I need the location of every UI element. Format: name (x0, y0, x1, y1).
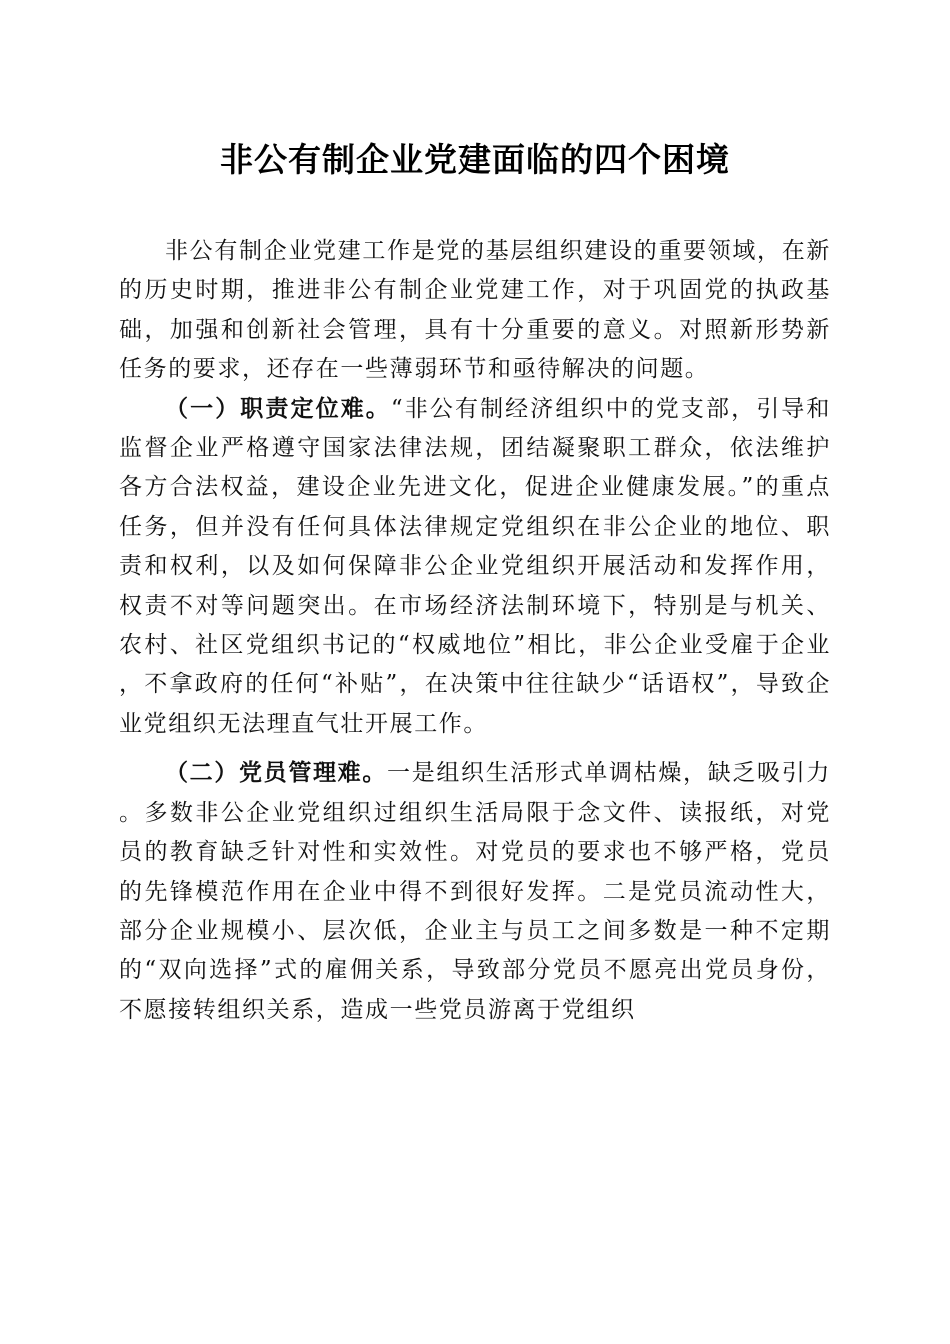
paragraph-text: 非公有制企业党建工作是党的基层组织建设的重要领域，在新的历史时期，推进非公有制企业党建工作，对于巩固党的执政基础，加强和创新社会管理，具有十分重要的意义。对照新形势新任务的要求，还存在一些薄弱环节和亟待解决的问题。 (119, 238, 831, 383)
paragraph-section-1 (119, 390, 831, 745)
paragraph-text: “非公有制经济组织中的党支部，引导和监督企业严格遵守国家法律法规，团结凝聚职工群众，依法维护各方合法权益，建设企业先进文化，促进企业健康发展。”的重点任务，但并没有任何具体法律规定党组织在非公企业的地位、职责和权利，以及如何保障非公企业党组织开展活动和发挥作用，权责不对等问题突出。在市场经济法制环境下，特别是与机关、农村、社区党组织书记的“权威地位”相比，非公企业受雇于企业，不拿政府的任何“补贴”，在决策中往往缺少“话语权”，导致企业党组织无法理直气壮开展工作。 (119, 395, 832, 737)
section-heading: （二）党员管理难。 (165, 760, 388, 787)
paragraph-intro (119, 232, 831, 390)
paragraph-section-2 (119, 754, 831, 1030)
document-body (119, 232, 831, 1030)
section-heading: （一）职责定位难。 (165, 395, 391, 422)
document-title: 非公有制企业党建面临的四个困境 (220, 140, 730, 179)
paragraph-text: 一是组织生活形式单调枯燥，缺乏吸引力。多数非公企业党组织过组织生活局限于念文件、读报纸，对党员的教育缺乏针对性和实效性。对党员的要求也不够严格，党员的先锋模范作用在企业中得不到很好发挥。二是党员流动性大，部分企业规模小、层次低，企业主与员工之间多数是一种不定期的“双向选择”式的雇佣关系，导致部分党员不愿亮出党员身份，不愿接转组织关系，造成一些党员游离于党组织 (119, 760, 831, 1023)
